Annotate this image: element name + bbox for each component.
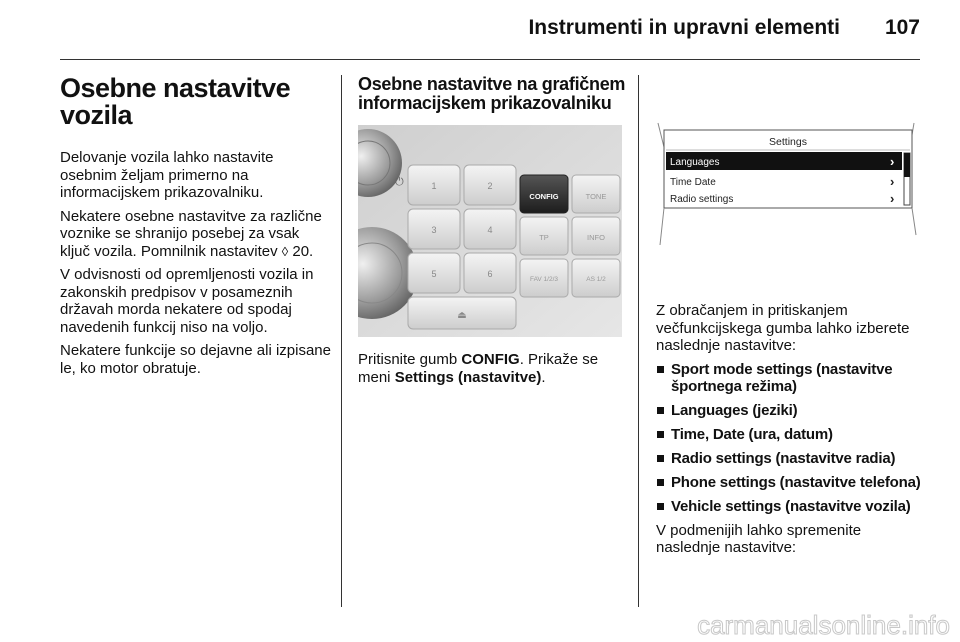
column-2	[358, 75, 626, 392]
info-label: INFO	[587, 233, 605, 242]
page-reference-icon: ◊	[281, 243, 289, 259]
config-term: CONFIG	[461, 351, 520, 368]
chevron-right-icon: ›	[890, 174, 895, 189]
config-instruction: Pritisnite gumb CONFIG. Prikaže se meni Settings (nastavitve).	[358, 351, 599, 386]
column-divider-1	[341, 75, 342, 607]
selection-intro: Z obračanjem in pritiskanjem večfunkcijskega gumba lahko izberete naslednje nastavitve:	[656, 302, 910, 354]
watermark-text: carmanualsonline.info	[697, 610, 950, 640]
screen-title: Settings	[769, 136, 807, 148]
preset-label-5: 5	[431, 269, 437, 279]
preset-label-2: 2	[487, 181, 493, 191]
column-3	[656, 302, 926, 563]
eject-icon: ⏏	[457, 310, 467, 321]
tone-label: TONE	[585, 192, 607, 201]
paragraph-1: Delovanje vozila lahko nastavite osebnim željam primerno na informacijskem prikazovalniku.	[60, 149, 274, 201]
bullet-square-icon	[657, 407, 664, 414]
list-item: Time, Date (ura, datum)	[656, 426, 926, 443]
as-label: AS 1/2	[586, 276, 606, 283]
heading-personal-settings: Osebne nastavitve vozila	[60, 73, 291, 130]
chevron-right-icon: ›	[890, 154, 895, 169]
settings-menu-term: Settings (nastavitve)	[394, 368, 542, 386]
preset-label-1: 1	[431, 181, 437, 191]
bullet-square-icon	[657, 366, 664, 373]
screen-item-time-date[interactable]: Time Date	[670, 177, 716, 188]
page-number: 107	[884, 16, 920, 39]
preset-label-3: 3	[431, 225, 437, 235]
control-panel-svg	[358, 125, 622, 337]
control-panel-image	[358, 125, 622, 337]
settings-screen-svg	[656, 75, 920, 287]
screen-scrollbar-thumb[interactable]	[904, 153, 910, 177]
screen-item-radio-settings[interactable]: Radio settings	[670, 194, 734, 205]
fav-label: FAV 1/2/3	[529, 276, 559, 283]
header-divider	[60, 59, 920, 60]
chevron-right-icon: ›	[890, 191, 895, 206]
paragraph-3: V odvisnosti od opremljenosti vozila in zakonskih predpisov v posameznih državah morda nekatere od spodaj navedenih funkcij niso na voljo.	[60, 266, 314, 336]
list-item: Sport mode settings (nastavitve športnega režima)	[656, 361, 926, 395]
bullet-square-icon	[657, 455, 664, 462]
list-item: Languages (jeziki)	[656, 402, 926, 419]
list-item: Radio settings (nastavitve radia)	[656, 450, 926, 467]
section-title: Instrumenti in upravni elementi	[528, 16, 840, 39]
column-1	[60, 75, 332, 383]
preset-label-4: 4	[487, 225, 493, 235]
bullet-square-icon	[657, 431, 664, 438]
paragraph-2: Nekatere osebne nastavitve za različne voznike se shranijo posebej za vsak ključ vozila. Pomnilnik nastavitev ◊ 20.	[60, 207, 322, 260]
bullet-square-icon	[657, 479, 664, 486]
screen-item-languages[interactable]: Languages	[670, 157, 720, 168]
list-item: Phone settings (nastavitve telefona)	[656, 474, 926, 491]
submenu-note: V podmenijih lahko spremenite naslednje nastavitve:	[656, 521, 862, 556]
power-icon: ⏻	[395, 175, 404, 188]
page-header	[0, 0, 960, 60]
settings-options-list	[656, 361, 926, 515]
watermark	[640, 608, 956, 640]
column-divider-2	[638, 75, 639, 607]
settings-screen-image	[656, 75, 920, 287]
heading-graphic-display: Osebne nastavitve na grafičnem informacijskem prikazovalniku	[358, 74, 626, 113]
page-reference-link[interactable]: 20.	[292, 242, 314, 260]
tp-label: TP	[539, 233, 549, 242]
preset-label-6: 6	[487, 269, 493, 279]
paragraph-4: Nekatere funkcije so dejavne ali izpisane le, ko motor obratuje.	[60, 342, 331, 377]
bullet-square-icon	[657, 503, 664, 510]
config-label: CONFIG	[529, 192, 559, 201]
list-item: Vehicle settings (nastavitve vozila)	[656, 498, 926, 515]
